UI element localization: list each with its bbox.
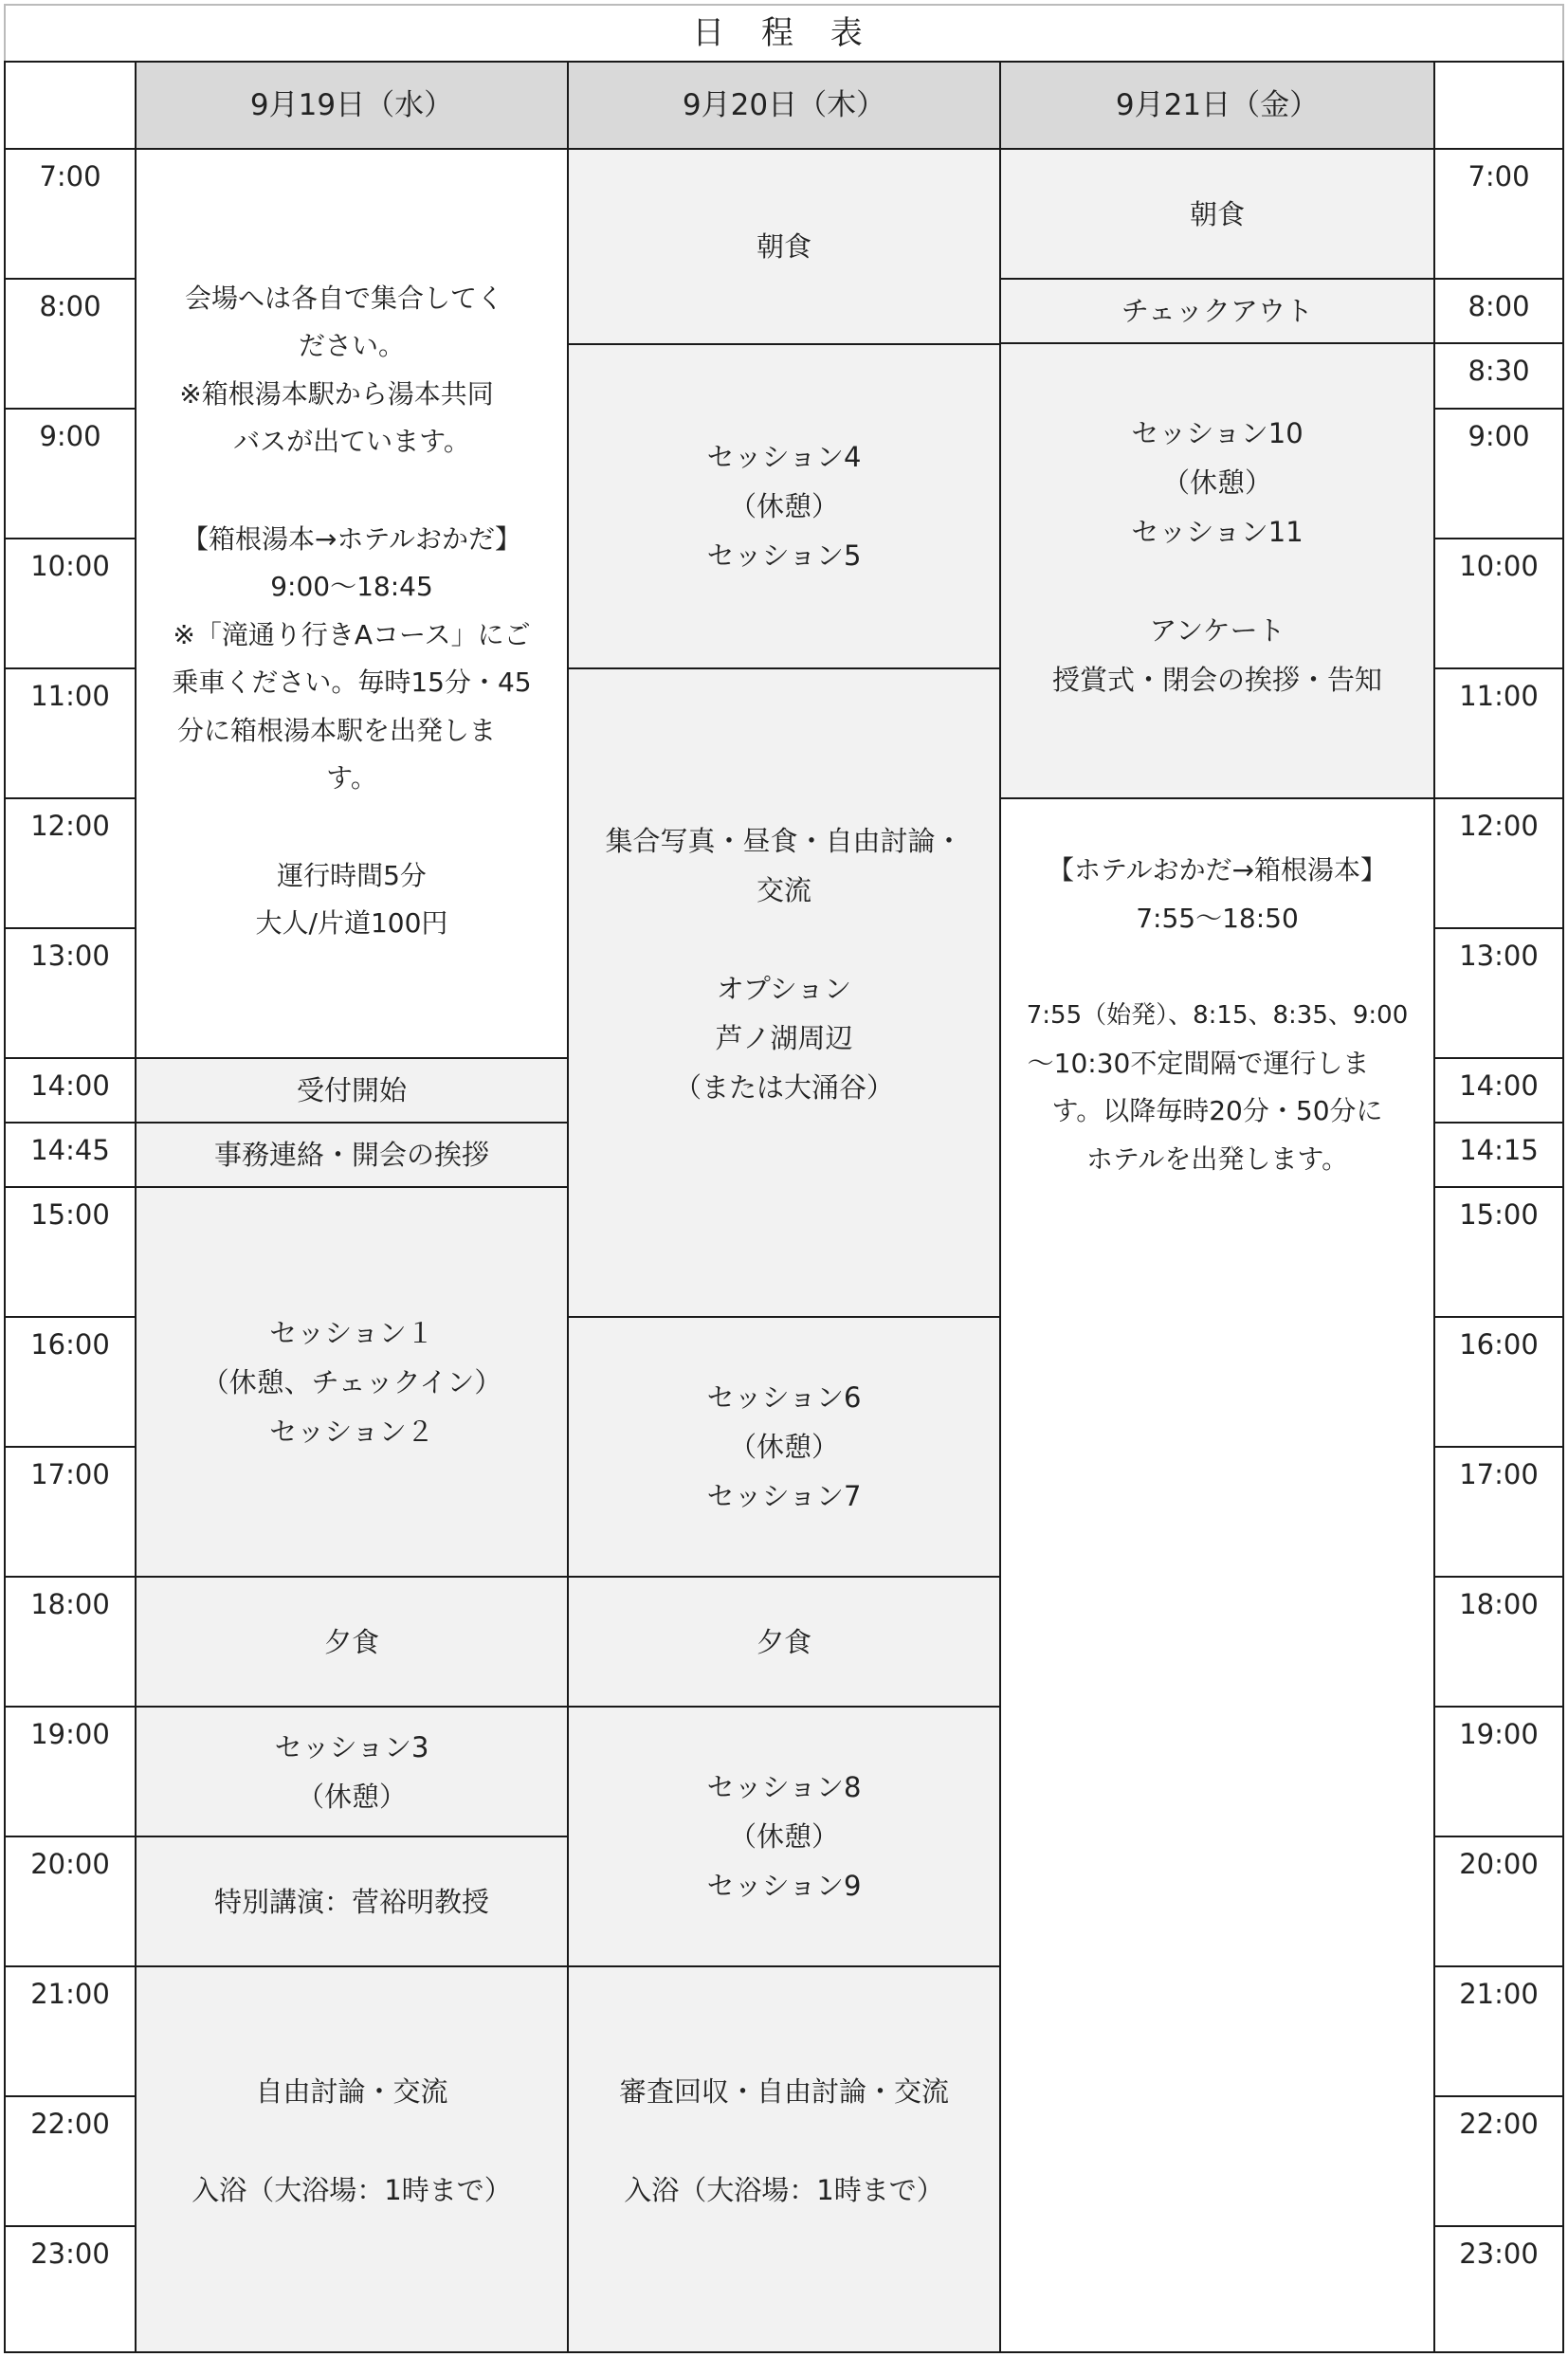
time-label: 22:00 xyxy=(1459,2108,1539,2140)
header-corner-left xyxy=(4,61,137,150)
info-line: 乗車ください。毎時15分・45 xyxy=(172,667,532,698)
event-label: セッション3 xyxy=(274,1730,429,1763)
time-label: 20:00 xyxy=(1459,1848,1539,1880)
event-label: （休憩） xyxy=(728,1431,839,1463)
time-label: 13:00 xyxy=(30,940,110,972)
time-label: 8:30 xyxy=(1468,355,1530,387)
time-label: 15:00 xyxy=(30,1198,110,1231)
right-time-2300 xyxy=(1433,2225,1564,2353)
info-line: ホテルを出発します。 xyxy=(1085,1142,1349,1175)
right-time-1200 xyxy=(1433,797,1564,929)
info-line: 7:55（始発）、8:15、8:35、9:00 xyxy=(1026,1001,1409,1030)
day3-checkout xyxy=(999,278,1435,344)
day-header-1-text: 9月19日（水） xyxy=(249,88,454,122)
right-time-1400 xyxy=(1433,1057,1564,1124)
time-label: 9:00 xyxy=(39,420,101,452)
event-label: 審査回収・自由討論・交流 xyxy=(618,2074,949,2108)
event-label: アンケート xyxy=(1149,614,1285,647)
right-time-2100 xyxy=(1433,1965,1564,2097)
time-label: 22:00 xyxy=(30,2108,110,2140)
left-time-1445 xyxy=(4,1122,137,1188)
event-label: （休憩） xyxy=(728,1820,839,1853)
time-label: 15:00 xyxy=(1459,1198,1539,1231)
day2-dinner xyxy=(567,1576,1001,1708)
info-line: す。以降毎時20分・50分に xyxy=(1051,1095,1383,1126)
right-time-1415 xyxy=(1433,1122,1564,1188)
event-label: 集合写真・昼食・自由討論・ xyxy=(605,825,963,857)
event-label: 授賞式・閉会の挨拶・告知 xyxy=(1051,664,1382,696)
time-label: 13:00 xyxy=(1459,940,1539,972)
left-time-2000 xyxy=(4,1836,137,1967)
event-label: （休憩） xyxy=(728,490,839,522)
time-label: 8:00 xyxy=(39,290,101,322)
time-label: 17:00 xyxy=(30,1458,110,1490)
time-label: 16:00 xyxy=(1459,1328,1539,1361)
day-header-3 xyxy=(999,61,1435,150)
info-line: 7:55〜18:50 xyxy=(1136,902,1299,934)
left-time-2300 xyxy=(4,2225,137,2353)
info-line: 会場へは各自で集合してく xyxy=(184,282,503,314)
header-corner-right xyxy=(1433,61,1564,150)
right-time-2000 xyxy=(1433,1836,1564,1967)
schedule-title-text: 日 程 表 xyxy=(692,14,876,52)
right-time-1000 xyxy=(1433,538,1564,669)
day-header-2-text: 9月20日（木） xyxy=(682,88,886,122)
event-label: セッション7 xyxy=(706,1480,862,1512)
time-label: 23:00 xyxy=(30,2238,110,2270)
time-label: 17:00 xyxy=(1459,1458,1539,1490)
time-label: 8:00 xyxy=(1468,290,1530,322)
day-header-2 xyxy=(567,61,1001,150)
event-label: （休憩、チェックイン） xyxy=(201,1365,502,1398)
info-line: バスが出ています。 xyxy=(233,426,470,457)
left-time-1300 xyxy=(4,927,137,1059)
left-time-1200 xyxy=(4,797,137,929)
event-label: 夕食 xyxy=(756,1625,811,1658)
left-time-1400 xyxy=(4,1057,137,1124)
event-label: セッション１ xyxy=(269,1316,434,1349)
event-label: セッション２ xyxy=(269,1415,434,1448)
time-label: 14:45 xyxy=(30,1134,110,1166)
event-label: セッション10 xyxy=(1131,417,1304,449)
right-time-0700 xyxy=(1433,148,1564,280)
info-line: ※「滝通り行きAコース」にご xyxy=(173,618,531,650)
event-label: 入浴（大浴場：1時まで） xyxy=(624,2173,944,2206)
time-label: 10:00 xyxy=(1459,550,1539,582)
event-label: セッション11 xyxy=(1131,516,1304,548)
right-time-1800 xyxy=(1433,1576,1564,1708)
day3-bus-info xyxy=(999,797,1435,2353)
left-time-1700 xyxy=(4,1446,137,1578)
time-label: 18:00 xyxy=(30,1588,110,1620)
event-label: 特別講演：菅裕明教授 xyxy=(213,1885,489,1918)
time-label: 10:00 xyxy=(30,550,110,582)
day1-dinner xyxy=(135,1576,569,1708)
left-time-0700 xyxy=(4,148,137,280)
right-time-1500 xyxy=(1433,1186,1564,1318)
day3-sessions-10-11 xyxy=(999,342,1435,799)
right-time-1600 xyxy=(1433,1316,1564,1448)
schedule-title xyxy=(4,4,1564,63)
day2-midday-option xyxy=(567,667,1001,1318)
time-label: 12:00 xyxy=(1459,810,1539,842)
right-time-1300 xyxy=(1433,927,1564,1059)
time-label: 14:00 xyxy=(1459,1069,1539,1102)
right-time-2200 xyxy=(1433,2095,1564,2227)
time-label: 11:00 xyxy=(1459,680,1539,712)
event-label: セッション4 xyxy=(706,441,862,473)
time-label: 23:00 xyxy=(1459,2238,1539,2270)
left-time-0800 xyxy=(4,278,137,410)
right-time-0800 xyxy=(1433,278,1564,344)
time-label: 16:00 xyxy=(30,1328,110,1361)
day2-sessions-8-9 xyxy=(567,1706,1001,1967)
time-label: 19:00 xyxy=(1459,1718,1539,1750)
event-label: 朝食 xyxy=(1189,197,1245,230)
info-line: 〜10:30不定間隔で運行しま xyxy=(1027,1047,1370,1079)
left-time-0900 xyxy=(4,408,137,539)
time-label: 11:00 xyxy=(30,680,110,712)
info-line: ※箱根湯本駅から湯本共同 xyxy=(179,377,494,410)
event-label: 交流 xyxy=(756,874,811,906)
day-header-3-text: 9月21日（金） xyxy=(1115,88,1320,122)
time-label: 19:00 xyxy=(30,1718,110,1750)
event-label: 入浴（大浴場：1時まで） xyxy=(191,2173,512,2206)
event-label: （休憩） xyxy=(1161,466,1272,499)
day1-sessions-1-2 xyxy=(135,1186,569,1578)
day-header-1 xyxy=(135,61,569,150)
left-time-1800 xyxy=(4,1576,137,1708)
right-time-1700 xyxy=(1433,1446,1564,1578)
info-line: 運行時間5分 xyxy=(277,859,427,891)
event-label: 夕食 xyxy=(323,1625,379,1658)
day2-sessions-4-5 xyxy=(567,343,1001,669)
info-line: 【ホテルおかだ→箱根湯本】 xyxy=(1047,854,1388,886)
event-label: 芦ノ湖周辺 xyxy=(715,1022,853,1054)
day1-special-lecture xyxy=(135,1836,569,1967)
day2-breakfast xyxy=(567,148,1001,345)
event-label: セッション9 xyxy=(706,1870,862,1902)
event-label: チェックアウト xyxy=(1121,295,1314,327)
day1-night-free xyxy=(135,1965,569,2353)
info-line: 分に箱根湯本駅を出発しま xyxy=(176,714,496,746)
time-label: 20:00 xyxy=(30,1848,110,1880)
event-label: （または大涌谷） xyxy=(673,1071,894,1104)
time-label: 21:00 xyxy=(1459,1978,1539,2010)
day3-breakfast xyxy=(999,148,1435,280)
event-label: セッション5 xyxy=(706,539,862,572)
time-label: 7:00 xyxy=(1468,160,1530,192)
day1-session-3 xyxy=(135,1706,569,1837)
day2-sessions-6-7 xyxy=(567,1316,1001,1578)
day1-reception xyxy=(135,1057,569,1124)
event-label: 事務連絡・開会の挨拶 xyxy=(213,1139,489,1171)
time-label: 14:00 xyxy=(30,1069,110,1102)
time-label: 12:00 xyxy=(30,810,110,842)
time-label: 18:00 xyxy=(1459,1588,1539,1620)
time-label: 21:00 xyxy=(30,1978,110,2010)
left-time-1600 xyxy=(4,1316,137,1448)
info-line: す。 xyxy=(326,762,377,794)
event-label: 朝食 xyxy=(756,230,811,263)
time-label: 14:15 xyxy=(1459,1134,1539,1166)
time-label: 7:00 xyxy=(39,160,101,192)
day1-arrival-info xyxy=(135,148,569,1059)
info-line: 【箱根湯本→ホテルおかだ】 xyxy=(181,522,522,555)
event-label: 受付開始 xyxy=(296,1074,407,1106)
info-line: 9:00〜18:45 xyxy=(270,571,433,602)
event-label: 自由討論・交流 xyxy=(255,2074,448,2108)
left-time-1500 xyxy=(4,1186,137,1318)
day1-opening xyxy=(135,1122,569,1188)
day2-night-free xyxy=(567,1965,1001,2353)
time-label: 9:00 xyxy=(1468,420,1530,452)
right-time-1900 xyxy=(1433,1706,1564,1837)
right-time-0900 xyxy=(1433,408,1564,539)
left-time-1900 xyxy=(4,1706,137,1837)
left-time-2100 xyxy=(4,1965,137,2097)
left-time-1000 xyxy=(4,538,137,669)
left-time-2200 xyxy=(4,2095,137,2227)
left-time-1100 xyxy=(4,667,137,799)
right-time-0830 xyxy=(1433,342,1564,410)
right-time-1100 xyxy=(1433,667,1564,799)
event-label: セッション6 xyxy=(706,1381,862,1414)
info-line: ださい。 xyxy=(298,330,405,361)
info-line: 大人/片道100円 xyxy=(255,907,448,939)
event-label: オプション xyxy=(716,973,852,1005)
event-label: （休憩） xyxy=(296,1780,407,1813)
event-label: セッション8 xyxy=(706,1771,862,1803)
